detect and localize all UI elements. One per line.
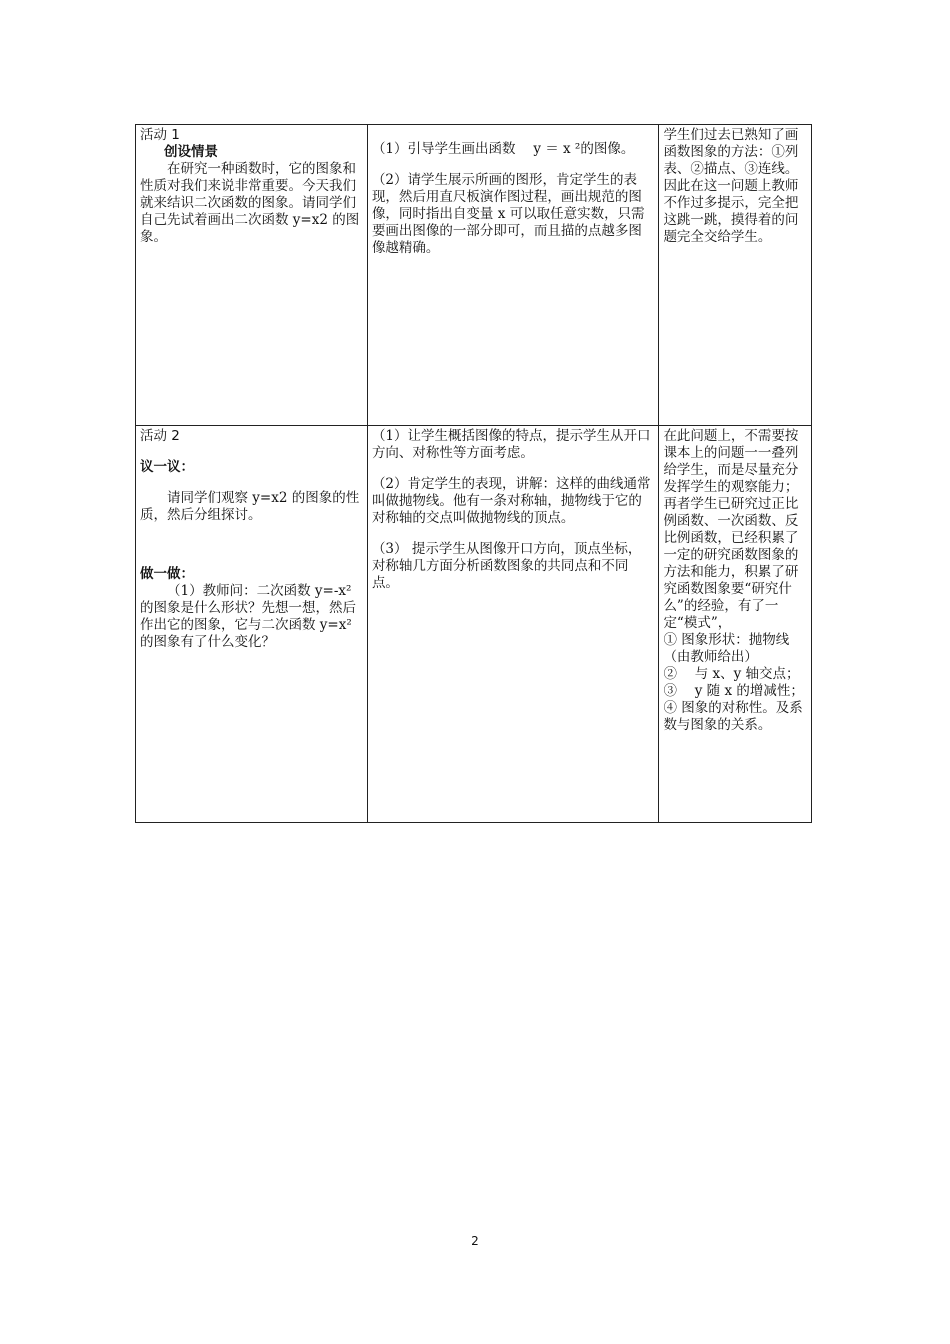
activity-2-teacher-cell: [367, 426, 659, 823]
discuss-text: 请同学们观察 y=x2 的图象的性质，然后分组探讨。: [140, 490, 360, 523]
activity-2-student-cell: [136, 426, 368, 823]
practice-text: （1）教师问：二次函数 y=-x²的图象是什么形状？先想一想，然后作出它的图象，它与二次函数 y=x²的图象有了什么变化？: [140, 583, 356, 650]
activity-1-label: 活动 1: [140, 127, 180, 143]
activity-1-intro-text: 在研究一种函数时，它的图象和性质对我们来说非常重要。今天我们就来结识二次函数的图象。请同学们自己先试着画出二次函数 y=x2 的图象。: [140, 161, 360, 245]
design-note-item-3: ④ 图象的对称性。及系数与图象的关系。: [663, 700, 803, 733]
design-note-item-2: ② 与 x、y 轴交点； ③ y 随 x 的增减性；: [663, 666, 807, 699]
activity-1-step-2: （2）请学生展示所画的图形，肯定学生的表现，然后用直尺板演作图过程，画出规范的图像，同时指出自变量 x 可以取任意实数，只需要画出图像的一部分即可，而且描的点越多图像越精确。: [371, 172, 645, 256]
activity-2-step-3: （3） 提示学生从图像开口方向，顶点坐标，对称轴几方面分析函数图象的共同点和不同点。: [371, 541, 642, 591]
practice-heading: 做一做：: [140, 566, 194, 582]
activity-2-step-1: （1）让学生概括图像的特点，提示学生从开口方向、对称性等方面考虑。: [371, 428, 651, 461]
page-number: 2: [471, 1234, 479, 1248]
activity-2-row: [136, 426, 812, 823]
lesson-plan-table: [135, 124, 812, 823]
activity-1-step-1: （1）引导学生画出函数 y ＝ x ²的图像。: [371, 141, 635, 157]
activity-1-design-note: 学生们过去已熟知了画函数图象的方法：①列表、②描点、③连线。因此在这一问题上教师不作过多提示，完全把这跳一跳，摸得着的问题完全交给学生。: [663, 127, 799, 245]
activity-1-teacher-cell: [367, 125, 659, 426]
discuss-heading: 议一议：: [140, 459, 194, 475]
activity-1-student-cell: [136, 125, 368, 426]
activity-1-heading: 创设情景: [164, 144, 218, 160]
activity-2-label: 活动 2: [140, 428, 180, 444]
activity-2-design-note-cell: [659, 426, 812, 823]
activity-1-design-note-cell: [659, 125, 812, 426]
design-note-item-1: ① 图象形状：抛物线（由教师给出）: [663, 632, 790, 665]
activity-1-row: [136, 125, 812, 426]
activity-2-design-note: 在此问题上，不需要按课本上的问题一一叠列给学生，而是尽量充分发挥学生的观察能力；再者学生已研究过正比例函数、一次函数、反比例函数，已经积累了一定的研究函数图象的方法和能力，积累了研究函数图象要“研究什么”的经验，有了一定“模式”，: [663, 428, 799, 631]
activity-2-step-2: （2）肯定学生的表现，讲解：这样的曲线通常叫做抛物线。他有一条对称轴，抛物线于它的对称轴的交点叫做抛物线的顶点。: [371, 476, 651, 526]
